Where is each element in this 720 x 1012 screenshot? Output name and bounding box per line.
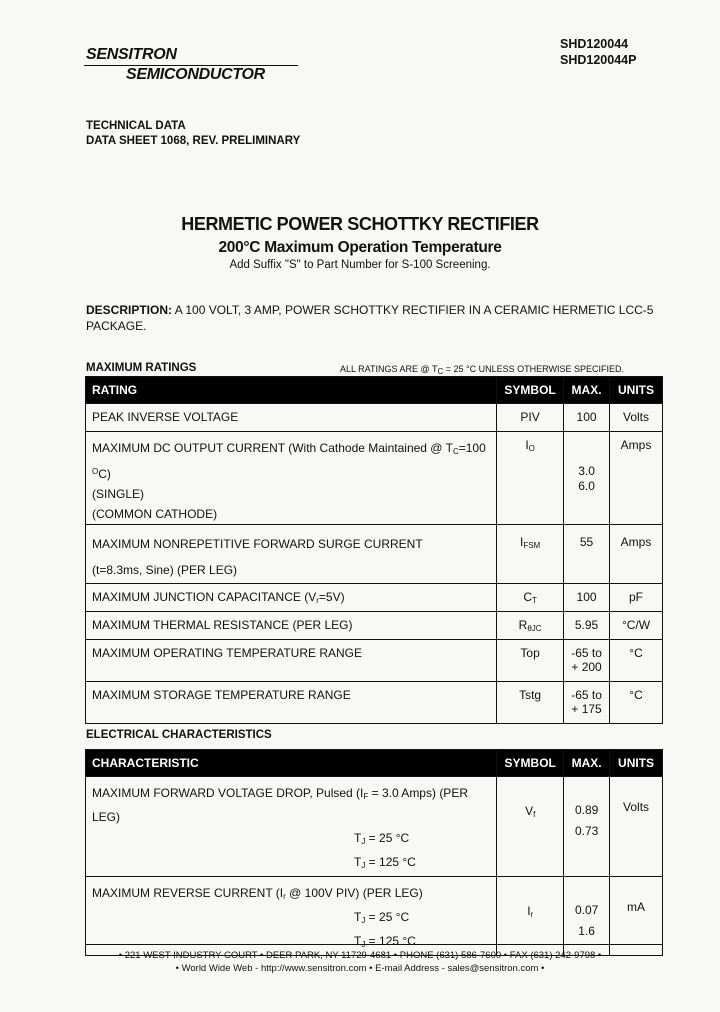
ratings-note: ALL RATINGS ARE @ $T_C = 25$ °C UNLESS OTHERWISE SPECIFIED. [340,364,625,376]
char-ir: MAXIMUM REVERSE CURRENT ($I_r$ @ 100V PIV) (PER LEG) $T_J = 25$ °C $T_J = 125$ °C [86,877,497,956]
symbol-ifsm: $I_{FSM}$ [497,525,564,584]
units-vf: Volts [610,777,663,877]
page-subtitle: 200°C Maximum Operation Temperature [218,239,502,256]
units-ir: mA [610,877,663,956]
rating-io-single: (SINGLE) [92,487,145,501]
rating-top: MAXIMUM OPERATING TEMPERATURE RANGE [86,640,497,682]
rating-rth: MAXIMUM THERMAL RESISTANCE (PER LEG) [86,612,497,640]
units-piv: Volts [610,404,663,432]
rating-ifsm: MAXIMUM NONREPETITIVE FORWARD SURGE CURRENT (t=8.3ms, Sine) (PER LEG) [86,525,497,584]
table-row [86,584,663,612]
max-io: 3.0 6.0 [564,432,610,525]
symbol-tstg: Tstg [497,682,564,724]
units-ifsm: Amps [610,525,663,584]
symbol-ct: $C_T$ [497,584,564,612]
table-header-row [86,750,663,777]
max-rth: 5.95 [564,612,610,640]
units-io: Amps [610,432,663,525]
part-number-2: SHD120044P [560,53,637,67]
rating-io-common: (COMMON CATHODE) [92,507,218,521]
table-row [86,612,663,640]
electrical-title: ELECTRICAL CHARACTERISTICS [86,729,272,741]
max-ifsm: 55 [564,525,610,584]
rating-piv: PEAK INVERSE VOLTAGE [86,404,497,432]
suffix-note: Add Suffix "S" to Part Number for S-100 Screening. [229,259,491,271]
description [86,302,656,334]
symbol-ir: $I_r$ [497,877,564,956]
symbol-vf: $V_f$ [497,777,564,877]
part-number-1: SHD120044 [560,37,629,51]
technical-data-label: TECHNICAL DATA [86,120,186,132]
footer-rule [86,944,662,945]
table-row [86,640,663,682]
company-name-line2: SEMICONDUCTOR [126,66,265,83]
table-header-row [86,377,663,404]
description-label: DESCRIPTION: [86,303,173,317]
max-ir: 0.07 1.6 [564,877,610,956]
max-ratings-title: MAXIMUM RATINGS [86,362,197,374]
max-piv: 100 [564,404,610,432]
footer-contact: • World Wide Web - http://www.sensitron.com • E-mail Address - sales@sensitron.com • [175,963,545,974]
table-row [86,777,663,877]
symbol-top: Top [497,640,564,682]
max-ct: 100 [564,584,610,612]
symbol-rth: $R_{\theta JC}$ [497,612,564,640]
col-header-rating: RATING [86,377,497,404]
col-header-symbol: SYMBOL [497,377,564,404]
col-header-max: MAX. [564,377,610,404]
char-vf: MAXIMUM FORWARD VOLTAGE DROP, Pulsed ($I_F = 3.0$ Amps) (PER LEG) $T_J = 25$ °C $T_J = 125$ °C [86,777,497,877]
max-tstg: -65 to + 175 [564,682,610,724]
max-vf: 0.89 0.73 [564,777,610,877]
table-row [86,682,663,724]
company-name-line1: SENSITRON [86,46,177,63]
symbol-io: $I_O$ [497,432,564,525]
rating-io: MAXIMUM DC OUTPUT CURRENT (With Cathode Maintained @ $T_C=100$ $^O$C) (SINGLE) (COMMON CATHODE) [86,432,497,525]
description-text: A 100 VOLT, 3 AMP, POWER SCHOTTKY RECTIFIER IN A CERAMIC HERMETIC LCC-5 PACKAGE. [86,303,654,333]
units-rth: °C/W [610,612,663,640]
col-header-characteristic: CHARACTERISTIC [86,750,497,777]
col-header-units: UNITS [610,750,663,777]
symbol-piv: PIV [497,404,564,432]
units-ct: pF [610,584,663,612]
units-top: °C [610,640,663,682]
col-header-symbol: SYMBOL [497,750,564,777]
table-row [86,404,663,432]
electrical-table [85,749,663,956]
max-ratings-table [85,376,663,724]
units-tstg: °C [610,682,663,724]
rating-tstg: MAXIMUM STORAGE TEMPERATURE RANGE [86,682,497,724]
data-sheet-label: DATA SHEET 1068, REV. PRELIMINARY [86,135,301,147]
max-top: -65 to + 200 [564,640,610,682]
footer-address: • 221 WEST INDUSTRY COURT • DEER PARK, NY 11729-4681 • PHONE (631) 586-7600 • FAX (631) 242-9798 • [118,950,602,961]
table-row [86,525,663,584]
table-row [86,432,663,525]
col-header-units: UNITS [610,377,663,404]
rating-ct: MAXIMUM JUNCTION CAPACITANCE $(V_r=5V)$ [86,584,497,612]
col-header-max: MAX. [564,750,610,777]
page-title: HERMETIC POWER SCHOTTKY RECTIFIER [181,214,539,234]
